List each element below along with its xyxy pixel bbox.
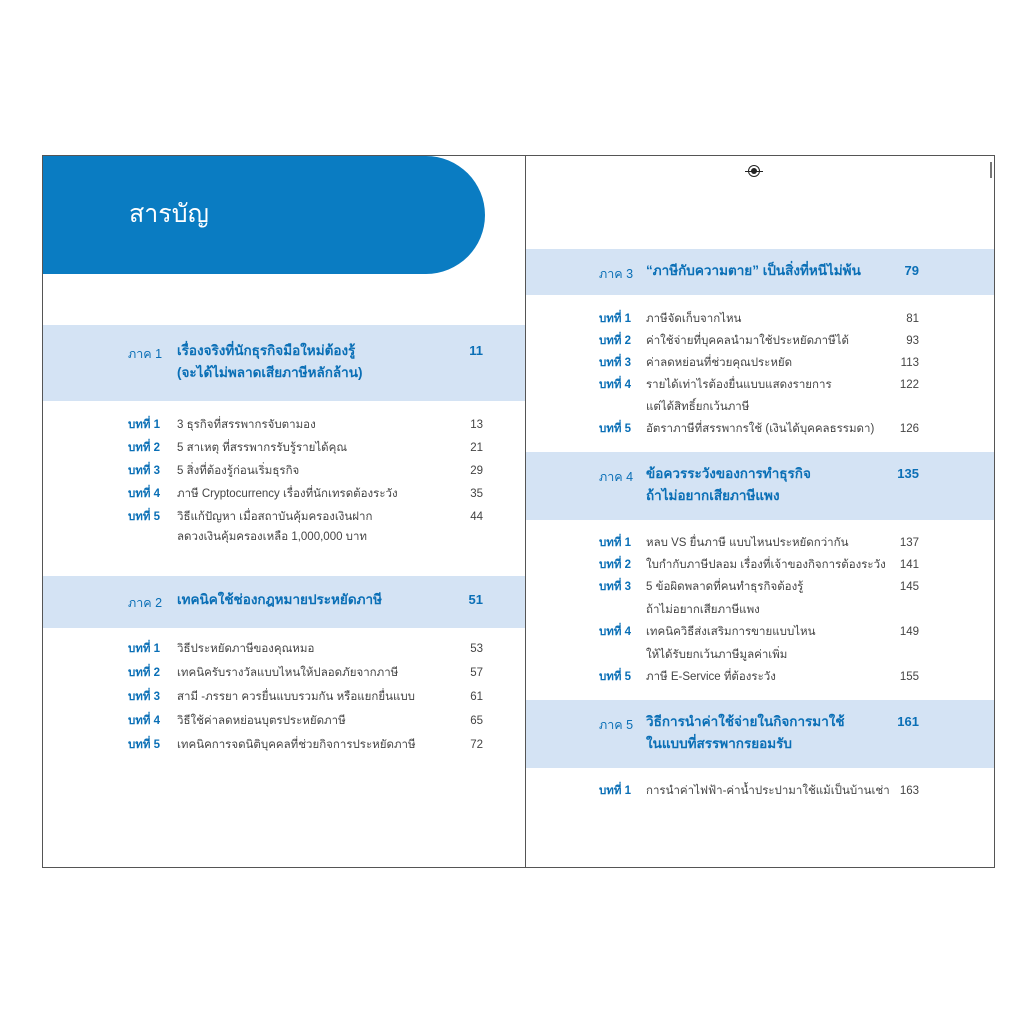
chapter-title: เทคนิคการจดนิติบุคคลที่ช่วยกิจการประหยัดภาษี <box>177 739 416 751</box>
chapter-label: บทที่ 5 <box>128 739 161 751</box>
chapter-entry[interactable] <box>526 378 994 394</box>
chapter-title: เทคนิควิธีส่งเสริมการขายแบบไหน <box>646 626 816 638</box>
chapter-page-number: 155 <box>899 671 919 683</box>
chapter-label: บทที่ 1 <box>128 643 161 655</box>
part-label: ภาค 2 <box>128 596 163 610</box>
chapter-title: วิธีประหยัดภาษีของคุณหมอ <box>177 643 315 655</box>
chapter-label: บทที่ 1 <box>599 785 632 797</box>
chapter-title-continued: แต่ได้สิทธิ์ยกเว้นภาษี <box>646 401 750 413</box>
chapter-label: บทที่ 2 <box>599 559 632 571</box>
part-title-line: เรื่องจริงที่นักธุรกิจมือใหม่ต้องรู้ <box>177 343 356 358</box>
part-title-line: ถ้าไม่อยากเสียภาษีแพง <box>646 488 780 503</box>
part-title-line: (จะได้ไม่พลาดเสียภาษีหลักล้าน) <box>177 365 363 380</box>
part-page-number: 135 <box>897 466 919 481</box>
chapter-title: สามี -ภรรยา ควรยื่นแบบรวมกัน หรือแยกยื่นแบบ <box>177 691 415 703</box>
chapter-label: บทที่ 3 <box>128 465 161 477</box>
part-title <box>646 711 845 755</box>
chapter-page-number: 65 <box>470 715 483 727</box>
chapter-page-number: 81 <box>906 313 919 325</box>
chapter-title: 5 สิ่งที่ต้องรู้ก่อนเริ่มธุรกิจ <box>177 465 300 477</box>
chapter-page-number: 61 <box>470 691 483 703</box>
chapter-label: บทที่ 1 <box>599 313 632 325</box>
part-page-number: 161 <box>897 714 919 729</box>
chapter-label: บทที่ 3 <box>599 357 632 369</box>
chapter-label: บทที่ 2 <box>599 335 632 347</box>
chapter-title-continued: ลดวงเงินคุ้มครองเหลือ 1,000,000 บาท <box>177 531 368 543</box>
chapter-title: ภาษี E-Service ที่ต้องระวัง <box>646 671 776 683</box>
chapter-label: บทที่ 5 <box>599 423 632 435</box>
chapter-title: 5 สาเหตุ ที่สรรพากรรับรู้รายได้คุณ <box>177 442 348 454</box>
chapter-entry[interactable] <box>526 670 994 686</box>
chapter-title-continued: ให้ได้รับยกเว้นภาษีมูลค่าเพิ่ม <box>646 649 788 661</box>
chapter-entry[interactable] <box>43 666 525 682</box>
part-title <box>646 463 811 507</box>
part-title-line: ข้อควรระวังของการทำธุรกิจ <box>646 466 811 481</box>
chapter-page-number: 21 <box>470 442 483 454</box>
part-title <box>177 589 382 611</box>
part-title-line: เทคนิคใช้ช่องกฎหมายประหยัดภาษี <box>177 592 382 607</box>
chapter-entry[interactable] <box>43 642 525 658</box>
part-title-line: “ภาษีกับความตาย” เป็นสิ่งที่หนีไม่พ้น <box>646 263 861 278</box>
chapter-entry[interactable] <box>43 487 525 503</box>
chapter-page-number: 13 <box>470 419 483 431</box>
chapter-entry[interactable] <box>43 714 525 730</box>
chapter-page-number: 29 <box>470 465 483 477</box>
chapter-label: บทที่ 1 <box>599 537 632 549</box>
chapter-entry[interactable] <box>43 441 525 457</box>
chapter-entry[interactable] <box>526 784 994 800</box>
chapter-label: บทที่ 4 <box>599 626 632 638</box>
left-page <box>42 155 526 868</box>
chapter-entry[interactable] <box>43 738 525 754</box>
chapter-label: บทที่ 2 <box>128 667 161 679</box>
title-tab <box>43 156 485 274</box>
chapter-entry[interactable] <box>43 464 525 480</box>
chapter-page-number: 93 <box>906 335 919 347</box>
chapter-page-number: 149 <box>899 626 919 638</box>
part-page-number: 51 <box>468 592 483 607</box>
registration-mark-icon <box>748 165 760 177</box>
chapter-entry[interactable] <box>526 625 994 641</box>
chapter-page-number: 141 <box>899 559 919 571</box>
chapter-page-number: 35 <box>470 488 483 500</box>
chapter-title: ใบกำกับภาษีปลอม เรื่องที่เจ้าของกิจการต้องระวัง <box>646 559 886 571</box>
chapter-label: บทที่ 3 <box>128 691 161 703</box>
chapter-label: บทที่ 5 <box>128 511 161 523</box>
chapter-label: บทที่ 5 <box>599 671 632 683</box>
chapter-entry[interactable] <box>526 334 994 350</box>
chapter-title: 5 ข้อผิดพลาดที่คนทำธุรกิจต้องรู้ <box>646 581 804 593</box>
chapter-label: บทที่ 4 <box>599 379 632 391</box>
chapter-page-number: 126 <box>899 423 919 435</box>
chapter-title: อัตราภาษีที่สรรพากรใช้ (เงินได้บุคคลธรรมดา) <box>646 423 875 435</box>
chapter-label: บทที่ 1 <box>128 419 161 431</box>
chapter-entry[interactable] <box>43 510 525 526</box>
part-title <box>177 340 363 384</box>
chapter-title: ภาษีจัดเก็บจากไหน <box>646 313 742 325</box>
chapter-page-number: 163 <box>899 785 919 797</box>
chapter-label: บทที่ 4 <box>128 715 161 727</box>
chapter-page-number: 113 <box>900 357 919 369</box>
part-title-line: วิธีการนำค่าใช้จ่ายในกิจการมาใช้ <box>646 714 845 729</box>
part-page-number: 79 <box>904 263 919 278</box>
chapter-title: วิธีใช้ค่าลดหย่อนบุตรประหยัดภาษี <box>177 715 346 727</box>
chapter-entry[interactable] <box>43 690 525 706</box>
part-label: ภาค 1 <box>128 347 163 361</box>
chapter-title: 3 ธุรกิจที่สรรพากรจับตามอง <box>177 419 316 431</box>
chapter-page-number: 44 <box>470 511 483 523</box>
chapter-title: การนำค่าไฟฟ้า-ค่าน้ำประปามาใช้แม้เป็นบ้านเช่า <box>646 785 890 797</box>
chapter-entry[interactable] <box>526 422 994 438</box>
right-page <box>525 155 995 868</box>
part-title-line: ในแบบที่สรรพากรยอมรับ <box>646 736 792 751</box>
chapter-title: ค่าใช้จ่ายที่บุคคลนำมาใช้ประหยัดภาษีได้ <box>646 335 849 347</box>
chapter-page-number: 137 <box>899 537 919 549</box>
chapter-entry[interactable] <box>526 312 994 328</box>
chapter-title: ภาษี Cryptocurrency เรื่องที่นักเทรดต้องระวัง <box>177 488 398 500</box>
chapter-page-number: 72 <box>470 739 483 751</box>
chapter-entry[interactable] <box>526 558 994 574</box>
part-page-number: 11 <box>469 343 483 358</box>
chapter-label: บทที่ 4 <box>128 488 161 500</box>
chapter-page-number: 53 <box>470 643 483 655</box>
page-title: สารบัญ <box>129 200 209 228</box>
chapter-entry[interactable] <box>526 536 994 552</box>
part-label: ภาค 4 <box>599 470 634 484</box>
chapter-title: ค่าลดหย่อนที่ช่วยคุณประหยัด <box>646 357 793 369</box>
part-label: ภาค 3 <box>599 267 634 281</box>
chapter-title: รายได้เท่าไรต้องยื่นแบบแสดงรายการ <box>646 379 832 391</box>
chapter-label: บทที่ 3 <box>599 581 632 593</box>
edge-mark <box>990 162 992 178</box>
chapter-entry[interactable] <box>526 580 994 596</box>
chapter-title: เทคนิครับรางวัลแบบไหนให้ปลอดภัยจากภาษี <box>177 667 399 679</box>
chapter-title: หลบ VS ยื่นภาษี แบบไหนประหยัดกว่ากัน <box>646 537 849 549</box>
part-title <box>646 260 861 282</box>
chapter-title-continued: ถ้าไม่อยากเสียภาษีแพง <box>646 604 760 616</box>
chapter-entry[interactable] <box>526 356 994 372</box>
chapter-page-number: 145 <box>899 581 919 593</box>
chapter-page-number: 57 <box>470 667 483 679</box>
part-label: ภาค 5 <box>599 718 634 732</box>
chapter-entry[interactable] <box>43 418 525 434</box>
chapter-title: วิธีแก้ปัญหา เมื่อสถาบันคุ้มครองเงินฝาก <box>177 511 373 523</box>
chapter-page-number: 122 <box>899 379 919 391</box>
chapter-label: บทที่ 2 <box>128 442 161 454</box>
